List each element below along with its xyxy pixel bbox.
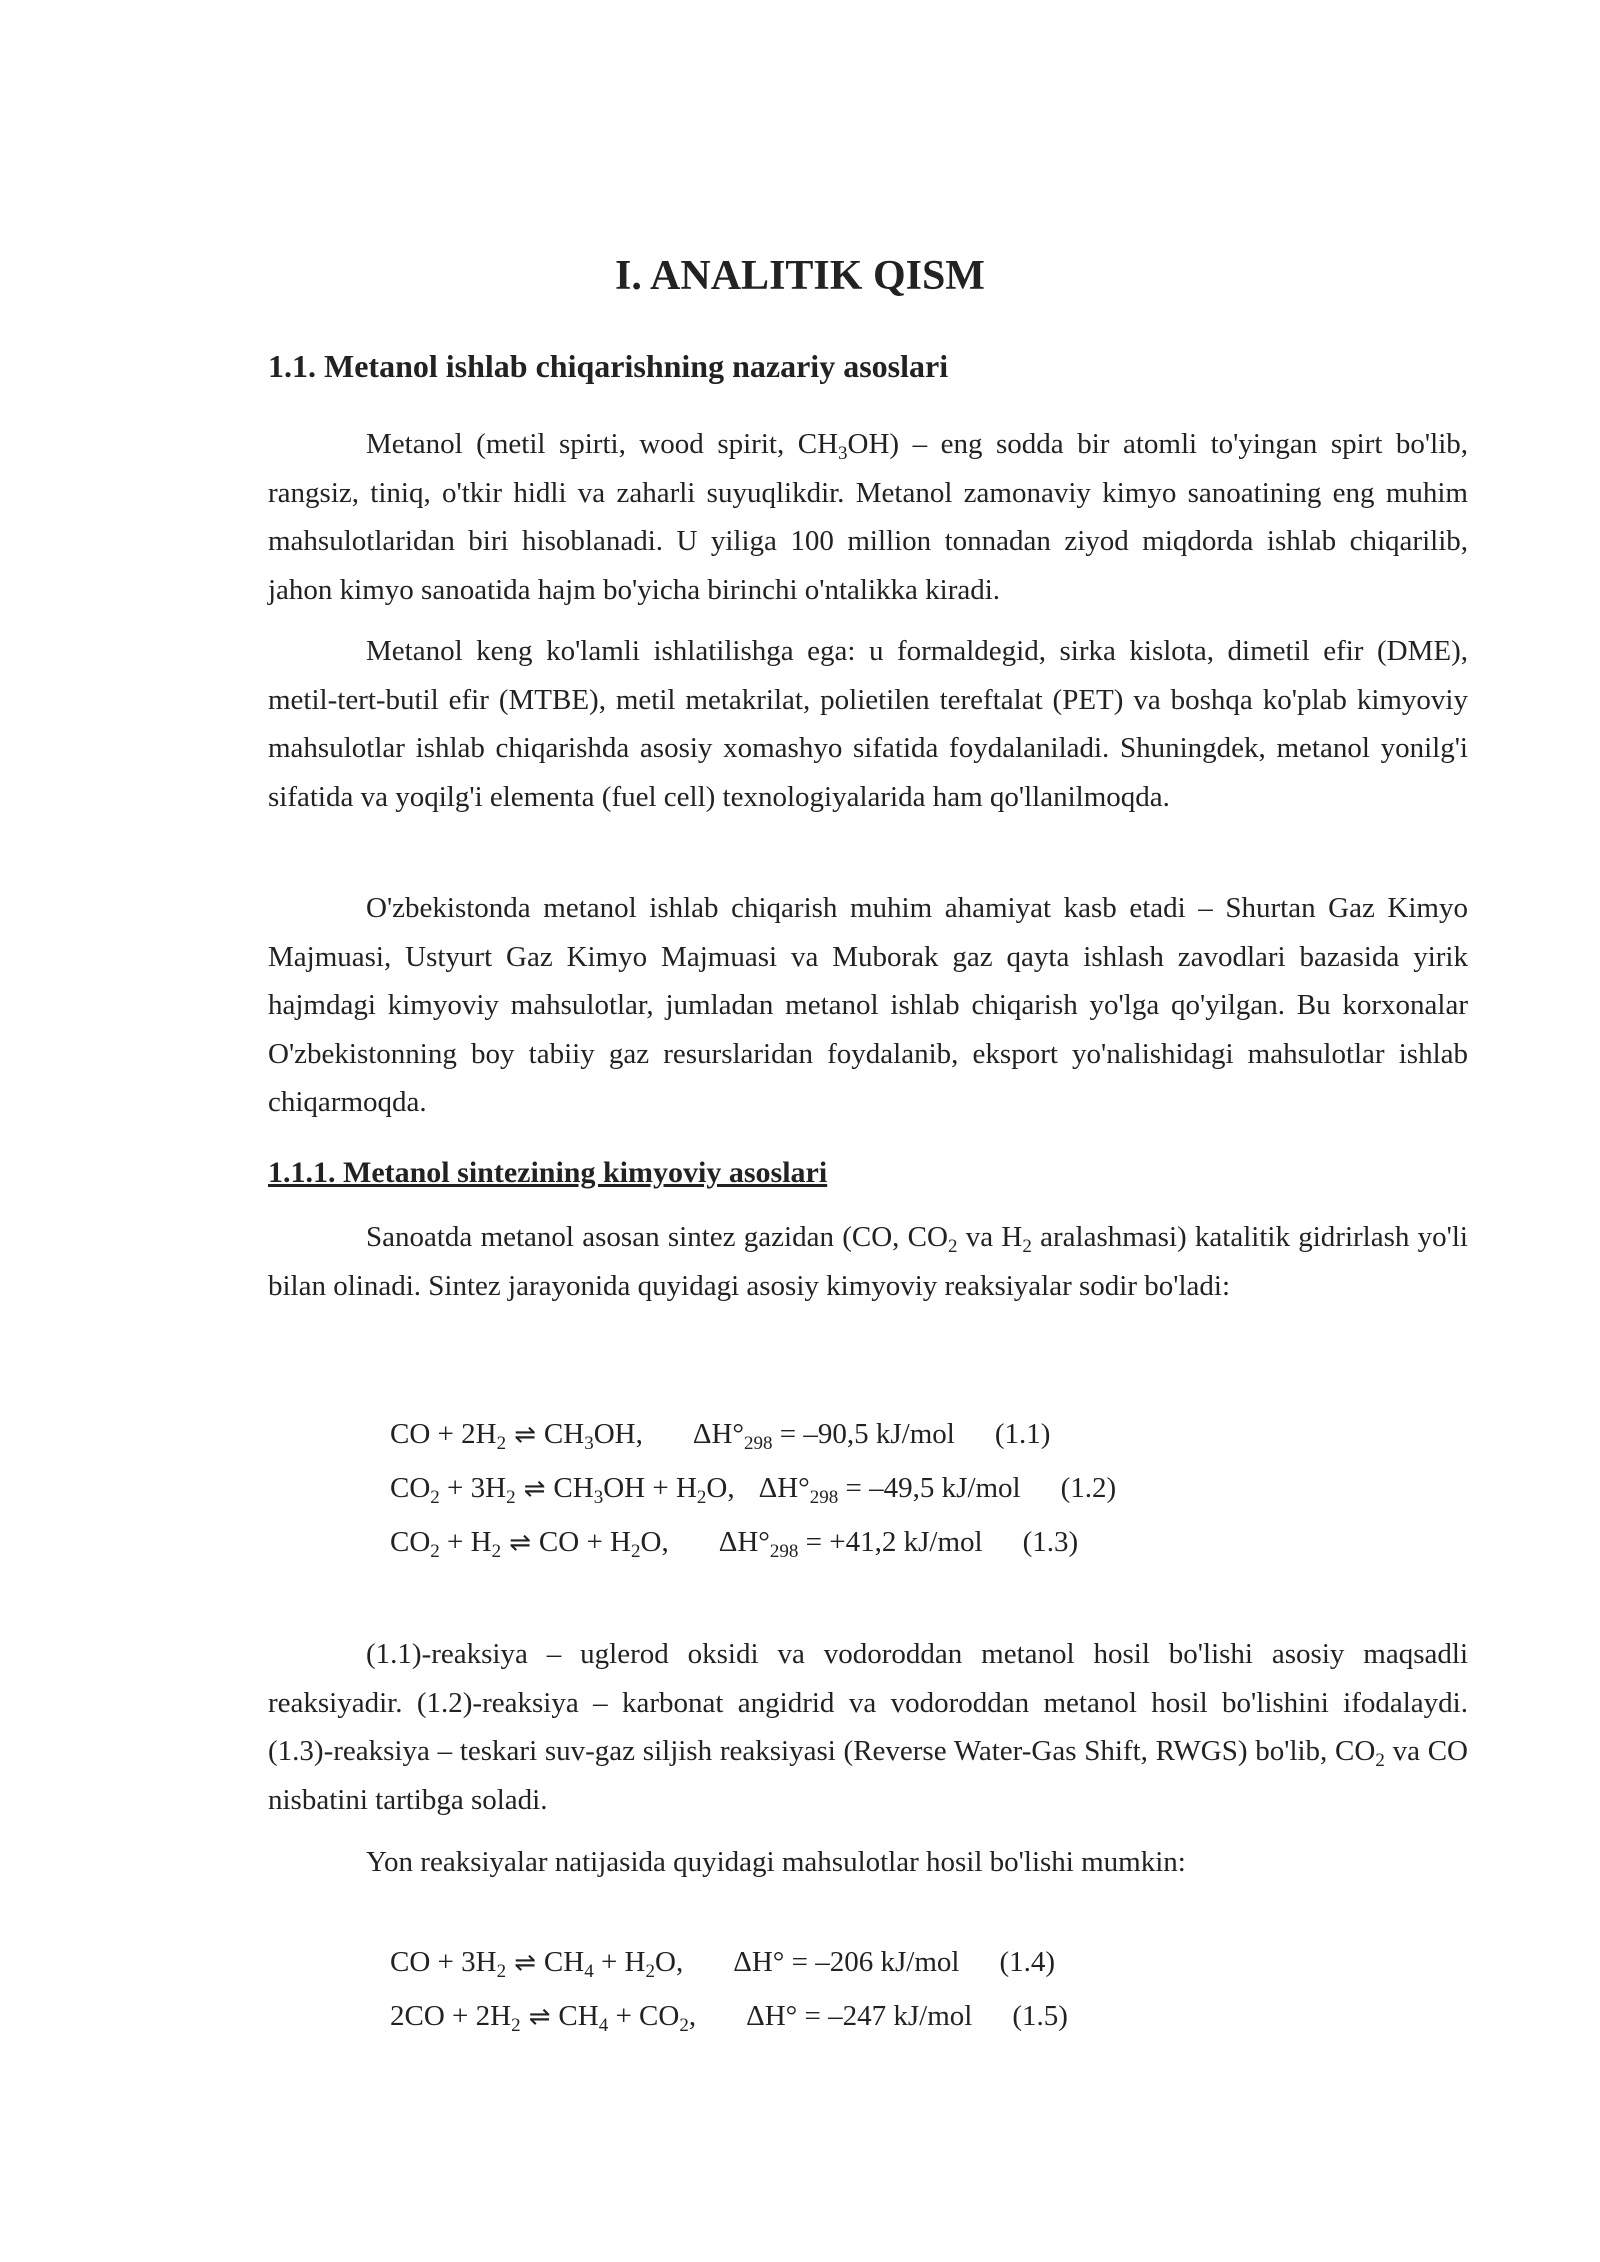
eq-text: 2CO + 2H (390, 2000, 512, 2032)
subscript: 298 (769, 1541, 799, 1562)
equilibrium-arrow-icon: ⇌ (509, 1528, 531, 1558)
paragraph-text: (1.1)-reaksiya – uglerod oksidi va vodoroddan metanol hosil bo'lishi asosiy maqsadli reaksiyadir. (1.2)-reaksiya – karbonat angidrid va vodoroddan metanol hosil bo'lishini ifodalaydi. (1.3)-reaksiya – teskari suv-gaz siljish reaksiyasi (Reverse Water-Gas Shift, RWGS) bo'lib, CO (268, 1638, 1468, 1767)
equilibrium-arrow-icon: ⇌ (514, 1420, 536, 1450)
equilibrium-arrow-icon: ⇌ (528, 2002, 551, 2032)
equation-1-2 (390, 1472, 1117, 1508)
eq-text: + H (439, 1526, 492, 1558)
enthalpy-value: = –90,5 kJ/mol (772, 1418, 955, 1450)
eq-text: O, (655, 1946, 684, 1978)
eq-text: OH, (593, 1418, 643, 1450)
eq-text: CO + H (538, 1526, 631, 1558)
equation-number: (1.1) (994, 1418, 1051, 1450)
equation-1-4 (390, 1946, 1056, 1982)
subscript: 2 (511, 2015, 521, 2036)
subscript: 298 (809, 1487, 839, 1508)
eq-text: + H (593, 1946, 646, 1978)
paragraph-intro (268, 420, 1468, 614)
paragraph-side-reactions: Yon reaksiyalar natijasida quyidagi mahsulotlar hosil bo'lishi mumkin: (366, 1846, 1186, 1878)
eq-text: CH (558, 2000, 599, 2032)
eq-text: OH + H (603, 1472, 697, 1504)
subscript: 3 (584, 1433, 594, 1454)
enthalpy-value: ΔH° = –247 kJ/mol (746, 2000, 973, 2032)
eq-text: CH (543, 1946, 585, 1978)
subscript: 2 (1022, 1236, 1032, 1257)
subscript: 2 (631, 1541, 641, 1562)
equation-1-1 (390, 1418, 1051, 1454)
paragraph-uzbekistan: O'zbekistonda metanol ishlab chiqarish muhim ahamiyat kasb etadi – Shurtan Gaz Kimyo Majmuasi, Ustyurt Gaz Kimyo Majmuasi va Muborak gaz qayta ishlash zavodlari bazasida yirik hajmdagi kimyoviy mahsulotlar, jumladan metanol ishlab chiqarish yo'lga qo'yilgan. Bu korxonalar O'zbekistonning boy tabiiy gaz resurslaridan foydalanib, eksport yo'nalishidagi mahsulotlar ishlab chiqarmoqda. (268, 892, 1468, 1118)
paragraph-text: va H (957, 1221, 1023, 1253)
enthalpy-value: = +41,2 kJ/mol (798, 1526, 983, 1558)
subscript: 2 (496, 1433, 507, 1454)
eq-text: CH (543, 1418, 585, 1450)
equation-1-3 (390, 1526, 1079, 1562)
subscript: 3 (838, 443, 848, 464)
enthalpy-value: = –49,5 kJ/mol (838, 1472, 1021, 1504)
subscript: 2 (645, 1961, 655, 1982)
eq-text: CO + 3H (390, 1946, 497, 1978)
subscript: 2 (1375, 1750, 1385, 1771)
subscript: 2 (696, 1487, 707, 1508)
paragraph-reactions-explained (268, 1630, 1468, 1824)
subscript: 298 (744, 1433, 773, 1454)
subscript: 4 (598, 2015, 609, 2036)
enthalpy-symbol: ΔH° (718, 1526, 770, 1558)
paragraph-text: va CO nisbatini tartibga soladi. (268, 1735, 1468, 1816)
equation-number: (1.2) (1060, 1472, 1117, 1504)
eq-text: + 3H (439, 1472, 507, 1504)
equilibrium-arrow-icon: ⇌ (523, 1474, 546, 1504)
paragraph-synthesis (268, 1213, 1468, 1310)
equation-number: (1.3) (1022, 1526, 1079, 1558)
subscript: 2 (947, 1236, 958, 1257)
eq-text: CO + 2H (390, 1418, 497, 1450)
eq-text: + CO (608, 2000, 680, 2032)
enthalpy-symbol: ΔH° (758, 1472, 810, 1504)
subscript: 2 (506, 1487, 516, 1508)
paragraph-applications: Metanol keng ko'lamli ishlatilishga ega: u formaldegid, sirka kislota, dimetil efir (DME), metil-tert-butil efir (MTBE), metil metakrilat, polietilen tereftalat (PET) va boshqa ko'plab kimyoviy mahsulotlar ishlab chiqarishda asosiy xomashyo sifatida foydalaniladi. Shuningdek, metanol yonilg'i sifatida va yoqilg'i elementa (fuel cell) texnologiyalarida ham qo'llanilmoqda. (268, 635, 1468, 813)
eq-text: CH (553, 1472, 594, 1504)
subscript: 2 (491, 1541, 502, 1562)
equation-1-5 (390, 2000, 1068, 2036)
paragraph-text: Metanol (metil spirti, wood spirit, CH (366, 428, 839, 460)
paragraph-text: Sanoatda metanol asosan sintez gazidan (CO, CO (366, 1221, 948, 1253)
eq-text: , (688, 2000, 697, 2032)
enthalpy-symbol: ΔH° (692, 1418, 745, 1450)
page-title: I. ANALITIK QISM (615, 253, 985, 299)
enthalpy-value: ΔH° = –206 kJ/mol (733, 1946, 960, 1978)
equation-number: (1.5) (1012, 2000, 1068, 2032)
section-heading: 1.1. Metanol ishlab chiqarishning nazariy asoslari (268, 348, 949, 384)
paragraph-text: OH) – eng sodda bir atomli to'yingan spirt bo'lib, rangsiz, tiniq, o'tkir hidli va zaharli suyuqlikdir. Metanol zamonaviy kimyo sanoatining eng muhim mahsulotlaridan biri hisoblanadi. U yiliga 100 million tonnadan ziyod miqdorda ishlab chiqarilib, jahon kimyo sanoatida hajm bo'yicha birinchi o'ntalikka kiradi. (268, 428, 1468, 606)
eq-text: CO (390, 1526, 431, 1558)
subscript: 3 (593, 1487, 604, 1508)
equation-number: (1.4) (999, 1946, 1056, 1978)
subscript: 4 (584, 1961, 594, 1982)
subsection-heading: 1.1.1. Metanol sintezining kimyoviy asoslari (268, 1156, 828, 1189)
paragraph-text: aralashmasi) katalitik gidrirlash yo'li bilan olinadi. Sintez jarayonida quyidagi asosiy kimyoviy reaksiyalar sodir bo'ladi: (268, 1221, 1468, 1302)
subscript: 2 (496, 1961, 507, 1982)
subscript: 2 (430, 1541, 440, 1562)
equilibrium-arrow-icon: ⇌ (514, 1948, 536, 1978)
eq-text: CO (390, 1472, 431, 1504)
eq-text: O, (706, 1472, 735, 1504)
subscript: 2 (430, 1487, 440, 1508)
eq-text: O, (640, 1526, 669, 1558)
subscript: 2 (679, 2015, 689, 2036)
